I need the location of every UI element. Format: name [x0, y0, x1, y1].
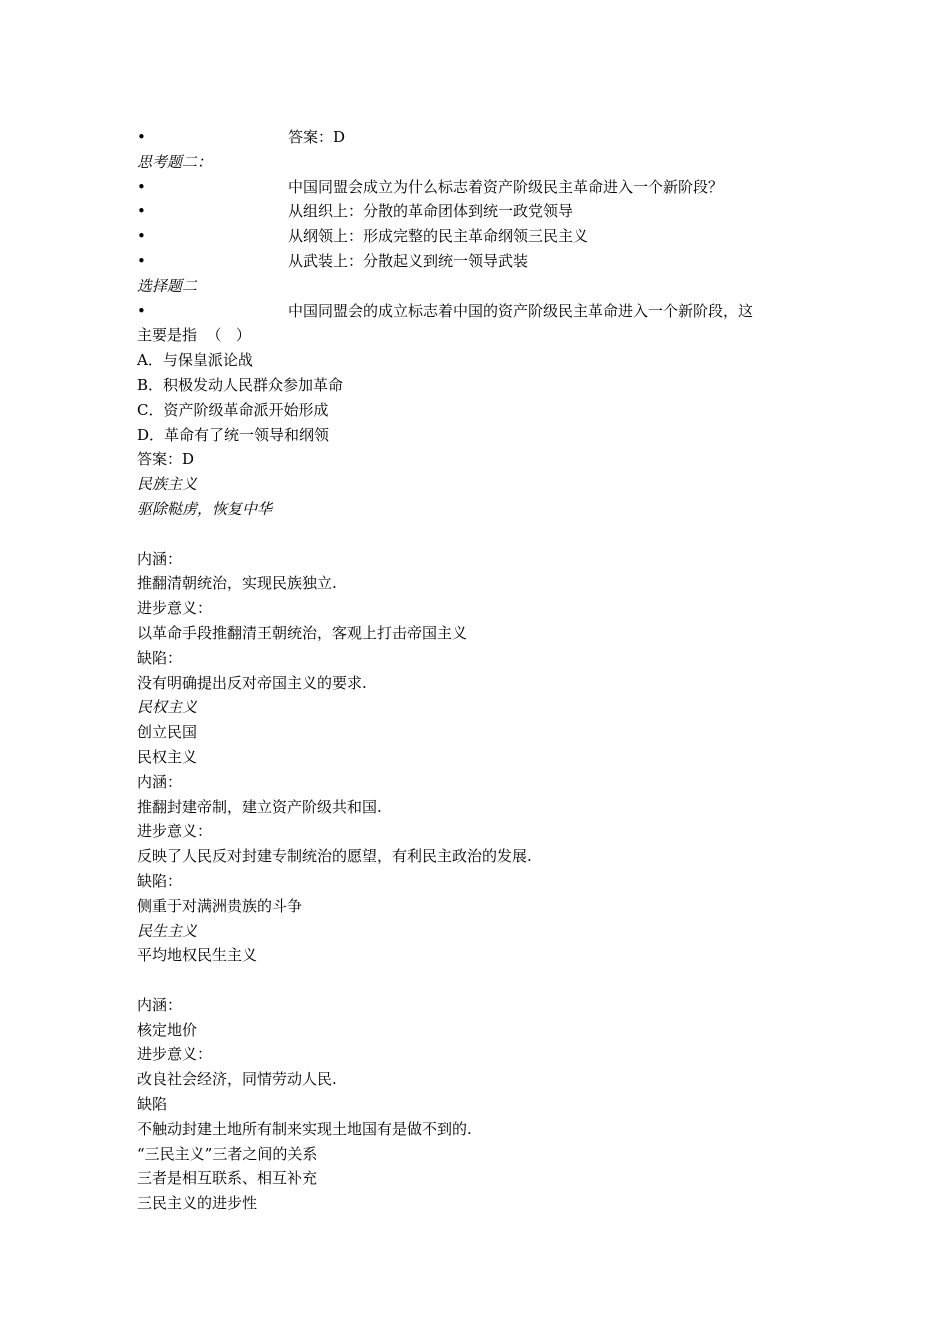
minquan-neihan-label: 内涵： [137, 772, 183, 791]
question-text: 中国同盟会的成立标志着中国的资产阶级民主革命进入一个新阶段，这 [288, 301, 754, 320]
option-a: A．与保皇派论战 [137, 351, 253, 370]
minzu-neihan-label: 内涵： [137, 549, 183, 568]
minzu-yiyi-label: 进步意义： [137, 599, 213, 618]
bullet-icon: • [137, 202, 146, 221]
minzu-neihan: 推翻清朝统治，实现民族独立. [137, 574, 337, 593]
bullet-icon: • [137, 251, 146, 270]
answer-text: 答案：D [288, 128, 346, 146]
answer2: 答案：D [137, 450, 195, 469]
minzu-quexian: 没有明确提出反对帝国主义的要求. [137, 673, 367, 692]
question-continuation: 主要是指 （ ） [137, 326, 251, 345]
bullet-line-think2-armed [137, 249, 827, 274]
blank-line [137, 968, 827, 993]
minsheng-quexian: 不触动封建土地所有制来实现土地国有是做不到的. [137, 1119, 472, 1138]
relation-heading: “三民主义”三者之间的关系 [137, 1144, 318, 1163]
minquan-heading: 民权主义 [137, 698, 198, 717]
minquan-neihan: 推翻封建帝制，建立资产阶级共和国. [137, 797, 382, 816]
minsheng-yiyi: 改良社会经济，同情劳动人民. [137, 1070, 337, 1089]
minsheng-neihan: 核定地价 [137, 1020, 198, 1039]
bullet-icon: • [137, 301, 146, 320]
minsheng-neihan-label: 内涵： [137, 995, 183, 1014]
section-heading-think2: 思考题二： [137, 152, 213, 171]
section-heading-choice2: 选择题二 [137, 276, 198, 295]
progress-heading: 三民主义的进步性 [137, 1194, 258, 1213]
minquan-yiyi: 反映了人民反对封建专制统治的愿望，有利民主政治的发展. [137, 847, 532, 866]
bullet-icon: • [137, 227, 146, 246]
think2-item: 从纲领上：形成完整的民主革命纲领三民主义 [288, 227, 589, 246]
document-body [137, 125, 827, 1216]
minsheng-yiyi-label: 进步意义： [137, 1045, 213, 1064]
blank-line [137, 522, 827, 547]
relation-text: 三者是相互联系、相互补充 [137, 1169, 318, 1188]
minzu-slogan: 驱除鞑虏，恢复中华 [137, 499, 273, 518]
bullet-icon: • [137, 177, 146, 196]
bullet-line-think2-question [137, 175, 827, 200]
minzu-yiyi: 以革命手段推翻清王朝统治，客观上打击帝国主义 [137, 623, 468, 642]
minsheng-heading: 民生主义 [137, 921, 198, 940]
minsheng-slogan: 平均地权民生主义 [137, 946, 258, 965]
minsheng-quexian-label: 缺陷 [137, 1095, 168, 1114]
think2-item: 从武装上：分散起义到统一领导武装 [288, 251, 529, 270]
bullet-icon: • [137, 128, 146, 146]
bullet-line-think2-organization [137, 199, 827, 224]
think2-item: 中国同盟会成立为什么标志着资产阶级民主革命进入一个新阶段？ [288, 177, 724, 196]
option-c: C．资产阶级革命派开始形成 [137, 400, 329, 419]
bullet-line-think2-program [137, 224, 827, 249]
minquan-slogan1: 创立民国 [137, 723, 198, 742]
minzu-heading: 民族主义 [137, 475, 198, 494]
option-d: D．革命有了统一领导和纲领 [137, 425, 330, 444]
minquan-yiyi-label: 进步意义： [137, 822, 213, 841]
bullet-line-answer1 [137, 125, 827, 150]
think2-item: 从组织上：分散的革命团体到统一政党领导 [288, 202, 574, 221]
option-b: B．积极发动人民群众参加革命 [137, 375, 344, 394]
bullet-line-question [137, 299, 827, 324]
minquan-slogan2: 民权主义 [137, 747, 198, 766]
minquan-quexian: 侧重于对满洲贵族的斗争 [137, 896, 303, 915]
minquan-quexian-label: 缺陷： [137, 871, 183, 890]
minzu-quexian-label: 缺陷： [137, 648, 183, 667]
